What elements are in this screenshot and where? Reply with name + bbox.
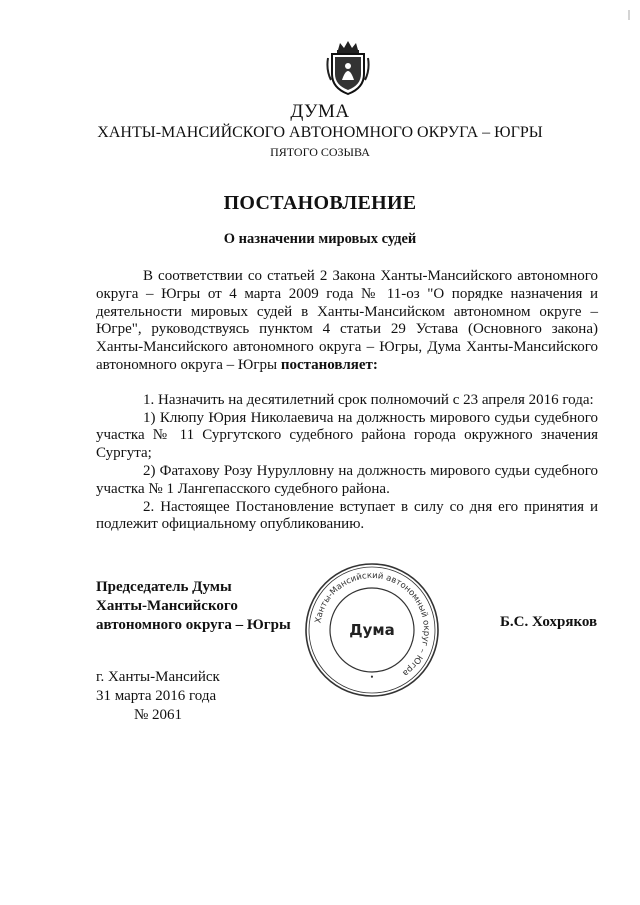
signatory-title-line: автономного округа – Югры xyxy=(96,617,291,633)
preamble-paragraph xyxy=(96,268,598,375)
official-seal xyxy=(302,560,442,700)
document-subject: О назначении мировых судей xyxy=(223,231,417,247)
scan-corner-mark xyxy=(626,10,632,20)
document-type: ПОСТАНОВЛЕНИЕ xyxy=(223,192,417,214)
region-name: ХАНТЫ-МАНСИЙСКОГО АВТОНОМНОГО ОКРУГА – ЮГРЫ xyxy=(97,124,543,141)
signatory-title xyxy=(96,578,291,635)
item-1-1: 1) Клюпу Юрия Николаевича на должность мирового судьи судебного участка № 11 Сургутского судебного района города окружного значения Сургута; xyxy=(96,409,598,462)
item-1: 1. Назначить на десятилетний срок полномочий с 23 апреля 2016 года: xyxy=(143,391,594,408)
seal-ring-text: Ханты-Мансийский автономный округ – Югра xyxy=(313,570,432,678)
signatory-title-line: Председатель Думы xyxy=(96,579,232,595)
date: 31 марта 2016 года xyxy=(96,688,217,704)
seal-center-text: Дума xyxy=(349,621,395,639)
svg-text:•: • xyxy=(370,672,374,682)
document-number: № 2061 xyxy=(134,707,183,723)
preamble-text: В соответствии со статьей 2 Закона Ханты-Мансийского автономного округа – Югры от 4 марта 2009 года № 11-оз "О порядке назначения и деятельности мировых судей в Ханты-Мансийском автономном округе – Югре", руководствуясь пунктом 4 статьи 29 Устава (Основного закона) Ханты-Мансийского автономного округа – Югры, Дума Ханты-Мансийского автономного округа – Югры xyxy=(96,268,598,373)
coat-of-arms-emblem xyxy=(326,40,370,96)
item-1-2: 2) Фатахову Розу Нурулловну на должность мирового судьи судебного участка № 1 Лангепасского судебного района. xyxy=(96,462,598,497)
item-2: 2. Настоящее Постановление вступает в силу со дня его принятия и подлежит официальному опубликованию. xyxy=(96,498,598,533)
org-name: ДУМА xyxy=(290,101,350,122)
convocation: ПЯТОГО СОЗЫВА xyxy=(270,145,370,159)
document-footer xyxy=(96,668,220,725)
signatory-name: Б.С. Хохряков xyxy=(500,614,598,630)
preamble-resolve: постановляет: xyxy=(280,356,378,373)
city: г. Ханты-Мансийск xyxy=(96,669,220,685)
document-body xyxy=(96,268,598,534)
signatory-title-line: Ханты-Мансийского xyxy=(96,598,238,614)
